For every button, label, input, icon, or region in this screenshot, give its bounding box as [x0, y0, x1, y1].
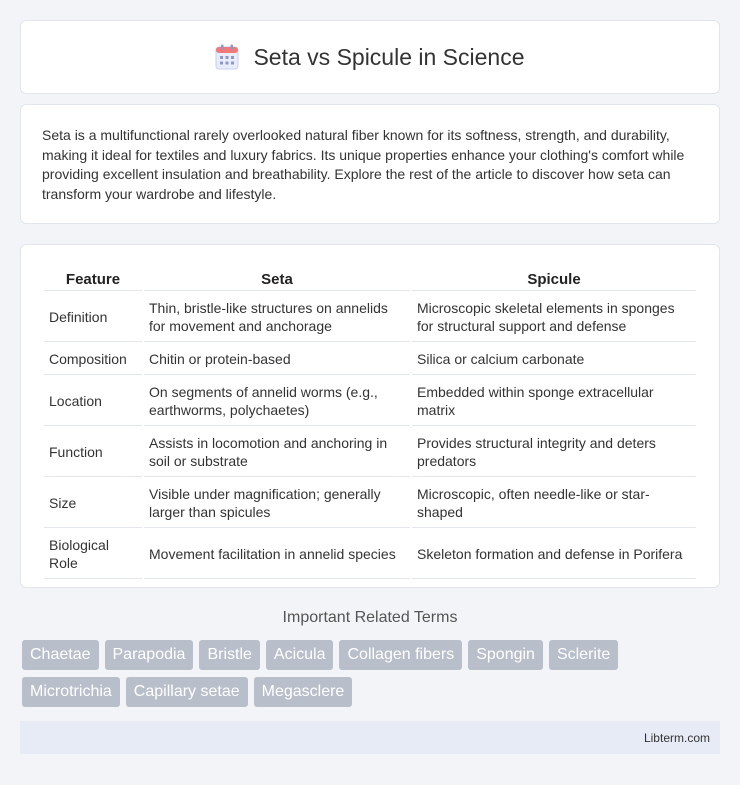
row-seta: Chitin or protein-based — [144, 344, 410, 375]
table-row — [44, 428, 696, 477]
table-row — [44, 377, 696, 426]
row-spicule: Microscopic, often needle-like or star-shaped — [412, 479, 696, 528]
row-seta: Assists in locomotion and anchoring in soil or substrate — [144, 428, 410, 477]
tag-sclerite[interactable]: Sclerite — [549, 640, 618, 670]
table-row — [44, 530, 696, 579]
footer — [20, 721, 720, 754]
row-feature: Size — [44, 479, 142, 528]
tag-megasclere[interactable]: Megasclere — [254, 677, 353, 707]
tag-spongin[interactable]: Spongin — [468, 640, 543, 670]
header-feature: Feature — [44, 267, 142, 291]
intro-paragraph: Seta is a multifunctional rarely overlooked natural fiber known for its softness, strength, and durability, making it ideal for textiles and luxury fabrics. Its unique properties enhance your clothing's comfort while providing excellent insulation and breathability. Explore the rest of the article to discover how seta can transform your wardrobe and lifestyle. — [42, 127, 685, 202]
header-spicule: Spicule — [412, 267, 696, 291]
tag-chaetae[interactable]: Chaetae — [22, 640, 99, 670]
tag-microtrichia[interactable]: Microtrichia — [22, 677, 120, 707]
table-header-row — [44, 267, 696, 291]
row-spicule: Microscopic skeletal elements in sponges for structural support and defense — [412, 293, 696, 342]
related-terms-list — [22, 640, 722, 707]
table-row — [44, 293, 696, 342]
row-feature: Location — [44, 377, 142, 426]
calendar-icon — [215, 44, 239, 70]
footer-site-link[interactable]: Libterm.com — [643, 730, 710, 745]
tag-collagen-fibers[interactable]: Collagen fibers — [339, 640, 462, 670]
related-terms-title: Important Related Terms — [282, 609, 458, 626]
row-seta: Visible under magnification; generally larger than spicules — [144, 479, 410, 528]
title-card — [20, 20, 720, 94]
header-seta: Seta — [144, 267, 410, 291]
row-seta: Movement facilitation in annelid species — [144, 530, 410, 579]
row-feature: Composition — [44, 344, 142, 375]
intro-card — [20, 104, 720, 224]
row-spicule: Skeleton formation and defense in Porifera — [412, 530, 696, 579]
row-spicule: Silica or calcium carbonate — [412, 344, 696, 375]
page-title: Seta vs Spicule in Science — [253, 43, 525, 70]
row-spicule: Provides structural integrity and deters predators — [412, 428, 696, 477]
table-row — [44, 479, 696, 528]
row-spicule: Embedded within sponge extracellular matrix — [412, 377, 696, 426]
tag-parapodia[interactable]: Parapodia — [105, 640, 194, 670]
row-seta: Thin, bristle-like structures on annelids for movement and anchorage — [144, 293, 410, 342]
tag-capillary-setae[interactable]: Capillary setae — [126, 677, 248, 707]
comparison-table — [42, 265, 698, 581]
row-feature: Function — [44, 428, 142, 477]
row-seta: On segments of annelid worms (e.g., earthworms, polychaetes) — [144, 377, 410, 426]
row-feature: Biological Role — [44, 530, 142, 579]
tag-bristle[interactable]: Bristle — [199, 640, 259, 670]
row-feature: Definition — [44, 293, 142, 342]
table-row — [44, 344, 696, 375]
comparison-card — [20, 244, 720, 588]
tag-acicula[interactable]: Acicula — [266, 640, 334, 670]
